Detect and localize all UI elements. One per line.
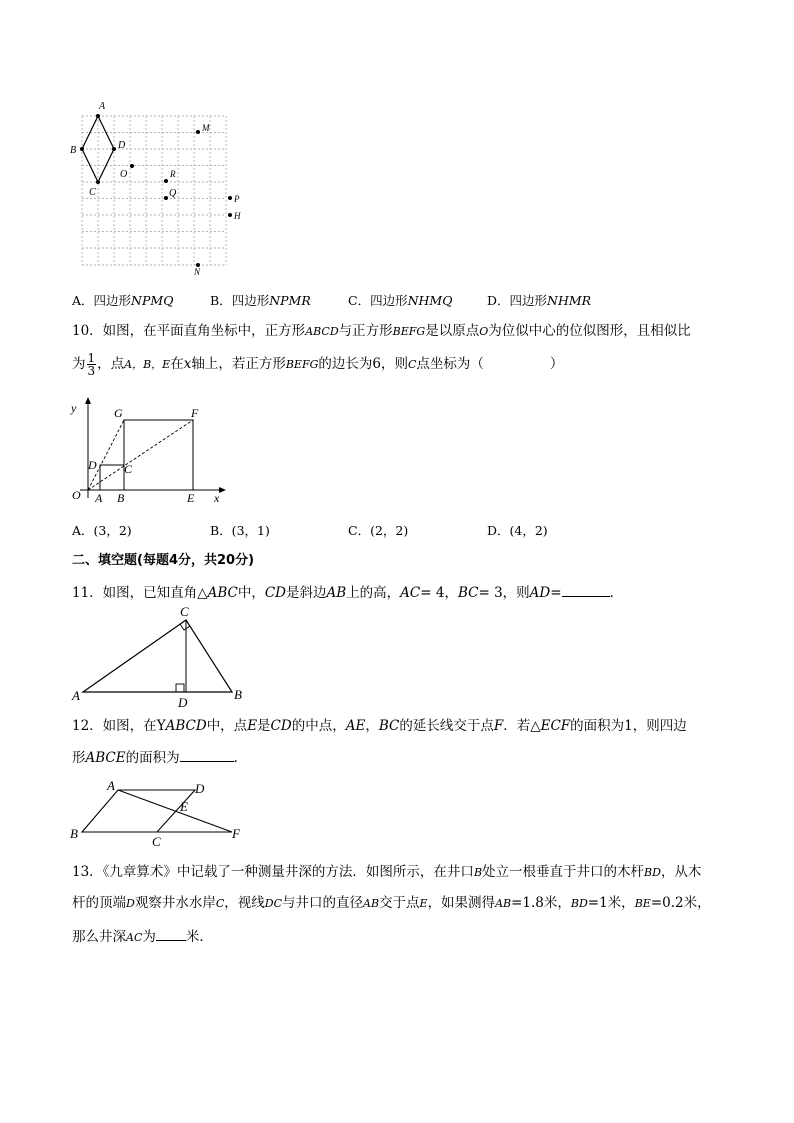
q13-math: D [126,897,135,910]
q11-math: BC [457,585,479,601]
q10-coordinate-figure [66,395,236,510]
q13-answer-blank[interactable] [156,926,186,941]
q13-text: 米． [185,929,213,945]
q11-math: AC [400,585,421,601]
q11-label-b: B [234,687,242,702]
q13-text: =1.8米， [511,895,571,911]
q10-text: 与正方形 [338,323,393,339]
q10-text: 的边长为6，则 [318,356,408,372]
q10-label-x: x [214,491,220,505]
q12-line-1 [72,716,687,736]
q11-math: AB [326,585,347,601]
q9-option-d-letter: D． [487,293,510,308]
q12-label-f: F [232,826,240,841]
q13-math: DC [264,897,282,910]
section-2-note: (每题4分，共20分) [137,553,255,568]
q13-math: BD [644,866,661,879]
q11-math: CD [264,585,286,601]
q13-text: 处立一根垂直于井口的木杆 [482,864,645,880]
q13-math: BD [570,897,588,910]
q10-option-b: B．(3，1) [210,523,270,538]
q13-text: 那么井深 [72,929,126,945]
q9-option-a-math: NPMQ [131,293,174,308]
q12-text: 的中点， [291,718,346,734]
q12-text: ， [365,718,379,734]
q11-triangle-figure [68,600,258,710]
q10-text: ） [549,356,564,372]
q10-text: 点坐标为（ [416,356,484,372]
q12-math: AE [345,718,366,734]
q13-math: E [419,897,428,910]
q12-label-e: E [180,799,188,814]
q10-text: ，点 [97,356,125,372]
q11-text: = 3，则 [478,585,530,601]
section-2-title: 二、填空题 [72,553,138,568]
q9-label-r: R [170,169,176,179]
q10-ratio-fraction [87,352,97,377]
q11-text: 是斜边 [285,585,327,601]
q13-line-2 [72,893,711,914]
q12-label-d: D [195,781,205,796]
q12-text: 12．如图，在 [72,718,157,734]
q13-math: BE [634,897,651,910]
q10-label-a: A [95,491,103,505]
q12-label-c: C [152,834,161,849]
q12-math: CD [270,718,292,734]
q10-text: 在 [170,356,184,372]
q11-text: = 4， [420,585,458,601]
q9-grid-lines [82,116,226,265]
q10-label-o: O [72,488,81,502]
q9-label-n: N [194,267,201,277]
q9-label-h: H [234,211,241,221]
q13-math: AC [126,931,143,944]
q10-label-b: B [117,491,125,505]
q13-math: C [215,897,225,910]
q11-answer-blank[interactable] [562,582,610,597]
q13-text: 交于点 [379,895,420,911]
q9-option-c-math: NHMQ [407,293,453,308]
q10-line-1 [72,321,691,342]
q10-option-c: C．(2，2) [348,523,409,538]
q11-text: 中， [237,585,265,601]
q9-label-p: P [234,194,240,204]
q13-text: =0.2米， [650,895,711,911]
q9-label-o: O [120,169,128,180]
q10-text: 为位似中心的位似图形，且相似比 [488,323,691,339]
q10-label-y: y [71,401,77,415]
q10-math: ABCD [305,325,339,338]
q12-math: BC [378,718,400,734]
q10-label-f: F [191,406,199,420]
fraction-denominator: 3 [87,364,96,378]
q12-answer-blank[interactable] [180,747,234,762]
q9-option-b-letter: B． [210,293,232,308]
q10-label-c: C [124,462,133,476]
q13-text: 13．《九章算术》中记载了一种测量井深的方法．如图所示，在井口 [72,864,474,880]
q10-math: BEFG [392,325,426,338]
q9-option-b [210,291,311,309]
q10-label-e: E [187,491,195,505]
q13-line-3 [72,926,213,948]
q12-math: Y [156,718,166,734]
q13-text: 观察井水水岸 [134,895,216,911]
q13-line-1 [72,862,701,883]
q9-option-d-text: 四边形 [509,293,548,308]
q10-option-a: A．(3，2) [72,523,132,538]
q11-label-c: C [180,604,189,619]
q10-math: C [407,358,417,371]
q12-parallelogram-figure [66,775,256,850]
q12-label-a: A [107,778,115,793]
q10-text: 是以原点 [425,323,480,339]
q12-text: 的面积为 [125,750,180,766]
q9-label-q: Q [169,188,177,199]
q10-label-g: G [114,406,123,420]
q12-text: 中，点 [206,718,248,734]
q12-math: △ECF [530,718,571,734]
q12-text: 形 [72,750,86,766]
q10-line-2 [72,352,563,377]
q9-option-b-math: NPMR [269,293,311,308]
q9-option-a-text: 四边形 [93,293,132,308]
q9-label-a: A [99,101,106,112]
q9-label-m: M [202,123,210,133]
q10-math: O [479,325,489,338]
q13-text: ，如果测得 [427,895,496,911]
q11-label-a: A [72,688,80,703]
q9-option-d [487,291,591,309]
q9-option-c-text: 四边形 [370,293,408,308]
q9-option-a-letter: A． [72,293,94,308]
q9-label-b: B [70,145,77,156]
q12-text: ． [233,750,248,766]
q9-option-a [72,291,173,309]
q12-line-2 [72,747,247,768]
q12-math: F [493,718,504,734]
q12-text: 的面积为1，则四边 [570,718,687,734]
q12-math: ABCD [165,718,207,734]
q12-label-b: B [70,826,78,841]
q9-label-c: C [89,187,96,198]
q9-option-c-letter: C． [348,293,371,308]
q11-text: ． [609,585,624,601]
q9-points [80,114,232,267]
q13-text: ，从木 [660,864,702,880]
q11-text: 上的高， [346,585,401,601]
q11-label-d: D [178,695,188,710]
q11-math: AD [529,585,551,601]
q10-math: BEFG [285,358,319,371]
q12-text: 是 [257,718,271,734]
q13-math: AB [495,897,512,910]
q13-math: B [473,866,483,879]
q13-math: AB [363,897,380,910]
q12-text: 的延长线交于点 [399,718,494,734]
q13-text: 杆的顶端 [72,895,126,911]
fraction-numerator: 1 [87,351,96,365]
q10-math: x [183,356,192,372]
q10-math: A，B，E [124,358,171,371]
q12-math: ABCE [85,750,126,766]
q13-text: 为 [142,929,156,945]
section-2-heading [72,550,254,571]
q12-text: ．若 [503,718,531,734]
q9-option-b-text: 四边形 [231,293,270,308]
q12-math: E [247,718,258,734]
q11-text: 11．如图，已知直角 [72,585,198,601]
q11-text: = [550,585,562,601]
q9-option-d-math: NHMR [547,293,592,308]
q10-text: 轴上，若正方形 [191,356,286,372]
q10-option-d: D．(4，2) [487,523,548,538]
q13-text: =1米， [587,895,635,911]
q9-grid-figure [66,98,246,278]
q11-math: △ABC [197,585,238,601]
q9-label-d: D [118,140,126,151]
q13-text: ，视线 [224,895,265,911]
q9-option-c [348,291,452,309]
q10-text: 为 [72,356,86,372]
q10-label-d: D [88,458,97,472]
q10-text: 10．如图，在平面直角坐标中，正方形 [72,323,306,339]
q13-text: 与井口的直径 [282,895,363,911]
